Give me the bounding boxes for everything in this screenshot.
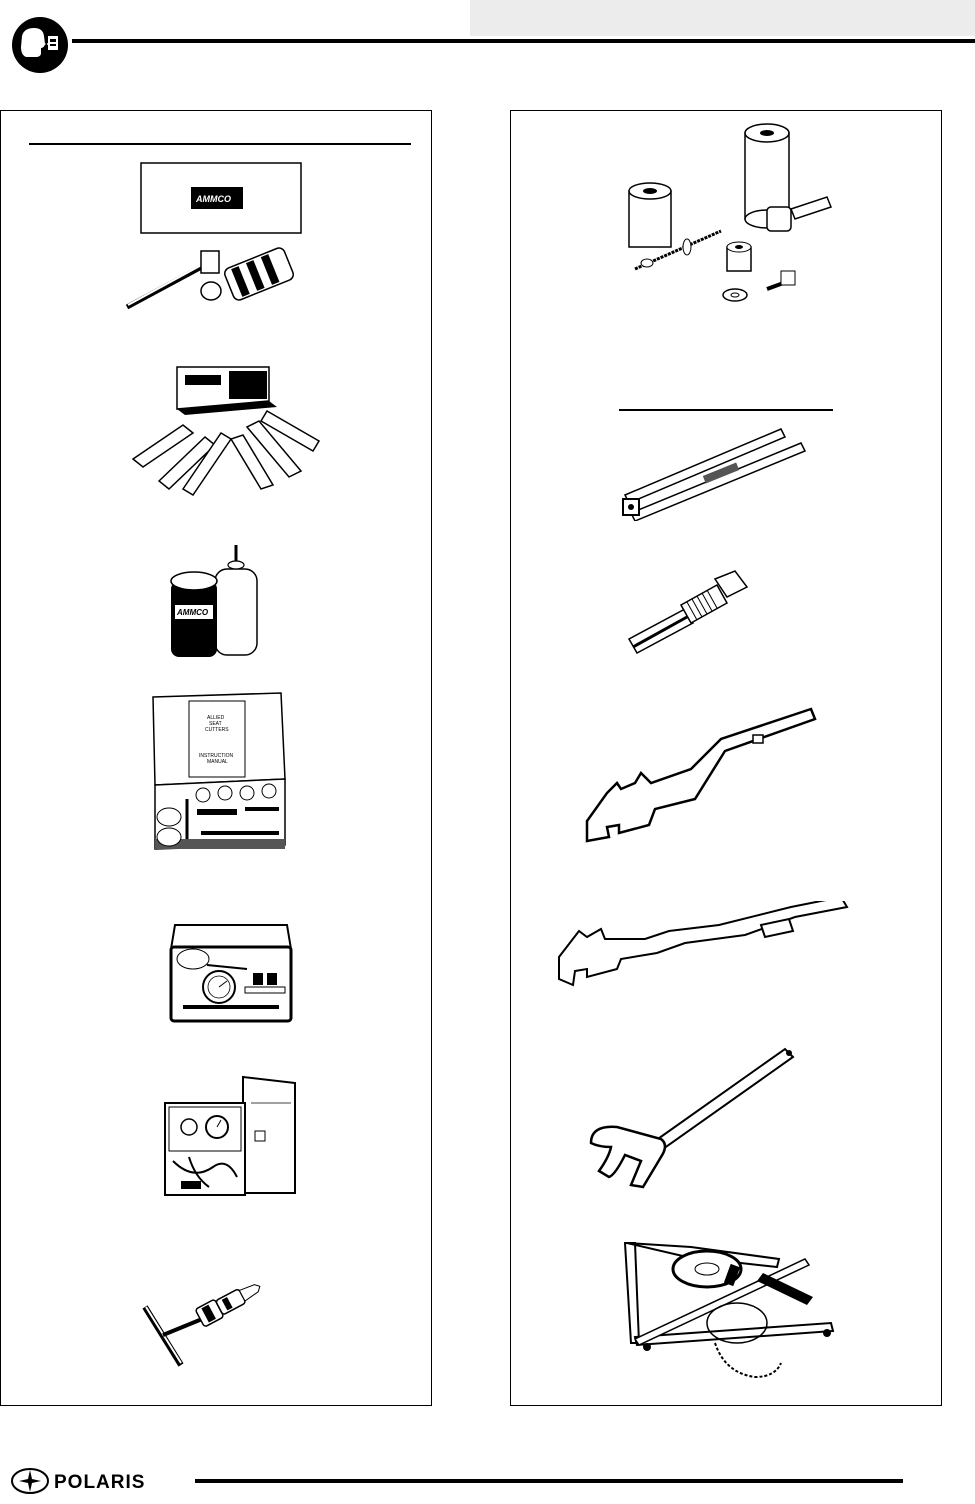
footer-rule xyxy=(195,1479,903,1483)
header-tab-bar xyxy=(470,0,975,36)
polaris-logo xyxy=(8,1466,193,1496)
manual-line-1: ALLIED xyxy=(207,715,225,721)
honing-oil-cans-icon xyxy=(167,541,267,659)
oil-can-brand: AMMCO xyxy=(177,608,209,617)
right-section-rule xyxy=(619,409,833,411)
left-tools-panel xyxy=(0,110,432,1406)
cylinder-hone-kit-icon xyxy=(119,159,304,313)
footer-brand-name: POLARIS xyxy=(54,1472,146,1493)
clutch-spanner-wrench-long-icon xyxy=(551,901,853,997)
compression-leakdown-tester-icon xyxy=(159,1073,299,1197)
left-section-rule xyxy=(29,143,411,145)
dial-bore-gauge-kit-icon xyxy=(169,919,293,1023)
clutch-spanner-wrench-icon xyxy=(581,707,827,847)
t-handle-puller-icon xyxy=(141,1261,269,1369)
manual-line-4: INSTRUCTION xyxy=(199,753,234,759)
valve-seat-cutter-kit-icon xyxy=(149,689,287,851)
spider-holder-wrench-icon xyxy=(585,1045,807,1195)
threaded-puller-pin-icon xyxy=(625,567,751,659)
header-rule xyxy=(72,39,975,43)
mechanic-head-icon xyxy=(8,14,72,74)
manual-line-2: SEAT xyxy=(209,721,222,727)
hone-stones-box-icon xyxy=(129,361,321,497)
bearing-driver-set-icon xyxy=(611,121,843,315)
manual-line-5: MANUAL xyxy=(207,759,228,765)
hone-box-brand: AMMCO xyxy=(196,194,231,204)
clutch-holder-bar-icon xyxy=(615,425,811,521)
clutch-compressor-fixture-icon xyxy=(621,1231,837,1381)
manual-line-3: CUTTERS xyxy=(205,727,229,733)
right-tools-panel xyxy=(510,110,942,1406)
